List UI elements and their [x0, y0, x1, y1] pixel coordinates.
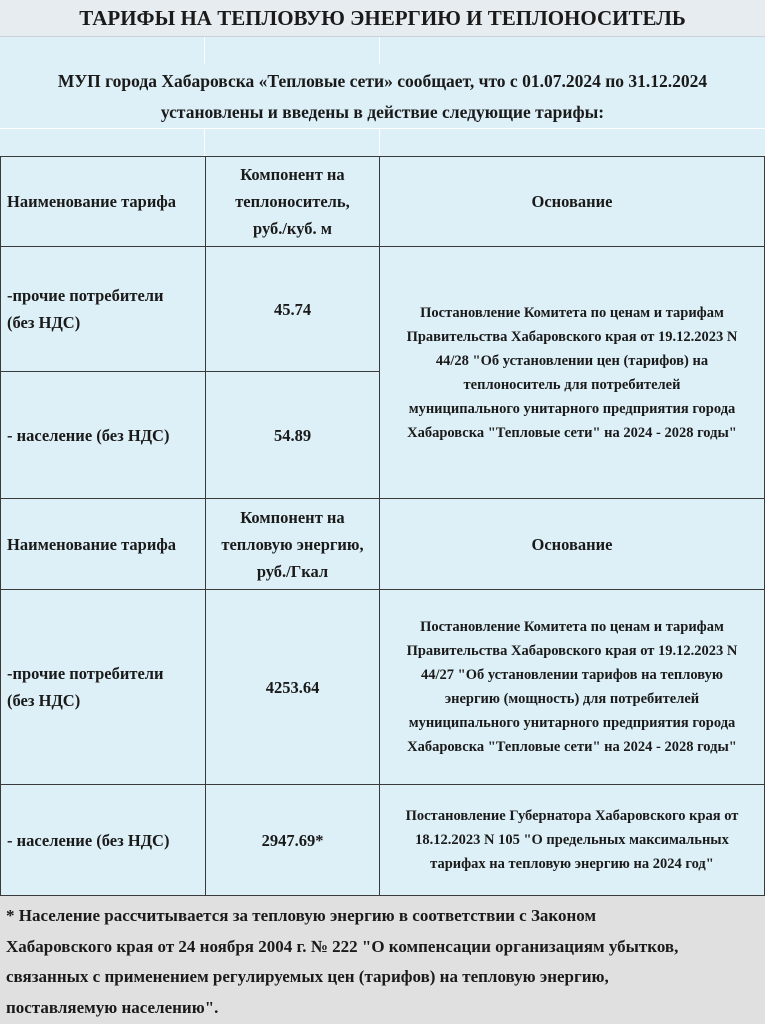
basis-line: Постановление Комитета по ценам и тарифам — [420, 304, 724, 321]
footnote-line: * Население рассчитывается за тепловую энергию в соответствии с Законом — [6, 906, 597, 925]
tariff-value: 45.74 — [273, 299, 312, 319]
coolant-header-basis — [379, 156, 765, 247]
heat-row-other-basis — [379, 589, 765, 785]
header-label: Основание — [531, 534, 613, 554]
coolant-row-population-name — [0, 371, 206, 499]
basis-line: Хабаровска "Тепловые сети" на 2024 - 2028 годы" — [407, 739, 737, 755]
spacer-cell — [0, 37, 205, 64]
row-label: - население (без НДС) — [7, 425, 170, 445]
heat-header-component — [205, 498, 380, 590]
basis-line: Правительства Хабаровского края от 19.12.2023 N — [406, 328, 738, 345]
footnote-line: связанных с применением регулируемых цен (тарифов) на тепловую энергию, — [6, 967, 609, 986]
heat-row-population-value — [205, 784, 380, 896]
coolant-header-name — [0, 156, 206, 247]
row-label: (без НДС) — [7, 313, 81, 332]
spacer-cell — [205, 129, 380, 156]
basis-line: 18.12.2023 N 105 "О предельных максимальных — [415, 832, 729, 848]
coolant-row-other-value — [205, 246, 380, 372]
basis-line: 44/27 "Об установлении тарифов на тепловую — [421, 667, 723, 683]
basis-line: теплоноситель для потребителей — [463, 376, 681, 393]
coolant-header-component — [205, 156, 380, 247]
basis-line: Постановление Комитета по ценам и тарифам — [420, 619, 724, 635]
header-label: тепловую энергию, — [221, 534, 364, 554]
basis-line: тарифах на тепловую энергию на 2024 год" — [430, 856, 714, 872]
header-label: Основание — [531, 192, 613, 211]
heat-row-population-name — [0, 784, 206, 896]
spacer-row-top — [0, 37, 765, 65]
heat-row-other-value — [205, 589, 380, 785]
footnote — [0, 896, 765, 1024]
coolant-row-population-value — [205, 371, 380, 499]
header-label: руб./куб. м — [252, 219, 332, 238]
header-label: Компонент на — [240, 507, 345, 527]
tariff-value: 2947.69* — [261, 830, 324, 850]
coolant-row-other-name — [0, 246, 206, 372]
basis-line: муниципального унитарного предприятия города — [408, 715, 736, 731]
header-label: Компонент на — [240, 165, 345, 184]
row-label: -прочие потребители — [7, 286, 164, 305]
basis-line: Правительства Хабаровского края от 19.12.2023 N — [406, 643, 738, 659]
row-label: - население (без НДС) — [7, 830, 170, 850]
heat-row-population-basis — [379, 784, 765, 896]
tariff-value: 4253.64 — [265, 677, 320, 697]
heat-header-name — [0, 498, 206, 590]
header-label: теплоноситель, — [235, 192, 350, 211]
page-title: ТАРИФЫ НА ТЕПЛОВУЮ ЭНЕРГИЮ И ТЕПЛОНОСИТЕЛЬ — [0, 0, 765, 37]
heat-header-basis — [379, 498, 765, 590]
tariff-value: 54.89 — [273, 425, 312, 445]
basis-line: Хабаровска "Тепловые сети" на 2024 - 2028 годы" — [407, 424, 737, 441]
basis-line: энергию (мощность) для потребителей — [444, 691, 700, 707]
coolant-basis — [379, 246, 765, 499]
notice-text — [0, 64, 765, 128]
footnote-line: Хабаровского края от 24 ноября 2004 г. № 222 "О компенсации организациям убытков, — [6, 936, 679, 956]
header-label: Наименование тарифа — [7, 534, 177, 554]
heat-row-other-name — [0, 589, 206, 785]
basis-line: 44/28 "Об установлении цен (тарифов) на — [435, 352, 709, 369]
spacer-row-bottom — [0, 128, 765, 156]
row-label: -прочие потребители — [7, 664, 164, 683]
footnote-line: поставляемую населению". — [6, 997, 219, 1017]
header-label: руб./Гкал — [256, 561, 329, 581]
spacer-cell — [0, 129, 205, 156]
tariff-grid — [0, 156, 765, 896]
basis-line: Постановление Губернатора Хабаровского края от — [405, 808, 739, 824]
basis-line: муниципального унитарного предприятия города — [408, 400, 736, 417]
row-label: (без НДС) — [7, 691, 81, 710]
notice-line-1: МУП города Хабаровска «Тепловые сети» сообщает, что с 01.07.2024 по 31.12.2024 — [57, 71, 708, 91]
spacer-cell — [205, 37, 380, 64]
header-label: Наименование тарифа — [7, 192, 177, 211]
notice-line-2: установлены и введены в действие следующие тарифы: — [160, 102, 605, 122]
